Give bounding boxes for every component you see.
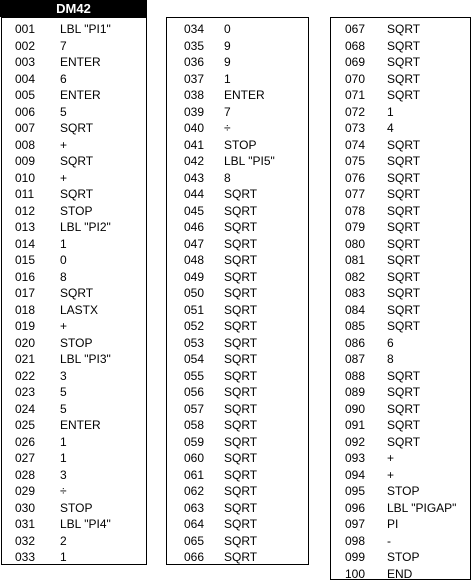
line-number: 040 (184, 120, 204, 137)
instruction: SQRT (224, 533, 257, 550)
line-number: 098 (345, 533, 365, 550)
instruction: 8 (224, 170, 231, 187)
instruction: SQRT (224, 384, 257, 401)
instruction: STOP (224, 137, 256, 154)
instruction: ÷ (60, 483, 67, 500)
line-number: 030 (15, 500, 35, 517)
line-number: 081 (345, 252, 365, 269)
instruction: SQRT (60, 120, 93, 137)
line-number: 078 (345, 203, 365, 220)
instruction: 1 (60, 450, 67, 467)
instruction: SQRT (60, 186, 93, 203)
line-number: 046 (184, 219, 204, 236)
instruction: 0 (224, 21, 231, 38)
instruction: + (387, 450, 394, 467)
line-number: 096 (345, 500, 365, 517)
instruction: 7 (60, 38, 67, 55)
instruction: SQRT (224, 483, 257, 500)
instruction: SQRT (387, 318, 420, 335)
line-number: 077 (345, 186, 365, 203)
line-number: 013 (15, 219, 35, 236)
line-number: 036 (184, 54, 204, 71)
line-number: 089 (345, 384, 365, 401)
line-number: 054 (184, 351, 204, 368)
line-number: 002 (15, 38, 35, 55)
line-number: 090 (345, 401, 365, 418)
line-number: 097 (345, 516, 365, 533)
line-number: 001 (15, 21, 35, 38)
instruction: 0 (60, 252, 67, 269)
instruction: SQRT (224, 450, 257, 467)
instruction: SQRT (224, 219, 257, 236)
line-number: 085 (345, 318, 365, 335)
instruction: SQRT (387, 38, 420, 55)
line-number: 060 (184, 450, 204, 467)
line-number: 009 (15, 153, 35, 170)
line-number: 059 (184, 434, 204, 451)
line-number: 049 (184, 269, 204, 286)
instruction: LBL "PI2" (60, 219, 111, 236)
instruction: SQRT (387, 434, 420, 451)
line-number: 045 (184, 203, 204, 220)
instruction: SQRT (224, 269, 257, 286)
instruction: SQRT (387, 302, 420, 319)
instruction: + (60, 318, 67, 335)
line-number: 063 (184, 500, 204, 517)
line-number: 042 (184, 153, 204, 170)
line-number: 043 (184, 170, 204, 187)
line-number: 099 (345, 549, 365, 566)
instruction: STOP (60, 500, 92, 517)
line-number: 072 (345, 104, 365, 121)
instruction: SQRT (387, 252, 420, 269)
instruction: 9 (224, 38, 231, 55)
instruction: 7 (224, 104, 231, 121)
instruction: SQRT (224, 417, 257, 434)
instruction: LBL "PI5" (224, 153, 275, 170)
instruction: SQRT (387, 384, 420, 401)
line-number: 067 (345, 21, 365, 38)
instruction: STOP (387, 549, 419, 566)
instruction: PI (387, 516, 398, 533)
instruction: 5 (60, 401, 67, 418)
line-number: 055 (184, 368, 204, 385)
instruction: SQRT (224, 500, 257, 517)
line-number: 019 (15, 318, 35, 335)
instruction: 5 (60, 384, 67, 401)
instruction: STOP (387, 483, 419, 500)
line-number: 080 (345, 236, 365, 253)
instruction: 6 (60, 71, 67, 88)
line-number: 004 (15, 71, 35, 88)
line-number: 041 (184, 137, 204, 154)
instruction: SQRT (224, 368, 257, 385)
line-number: 073 (345, 120, 365, 137)
instruction: + (60, 170, 67, 187)
line-number: 044 (184, 186, 204, 203)
line-number: 070 (345, 71, 365, 88)
instruction: SQRT (387, 186, 420, 203)
line-number: 032 (15, 533, 35, 550)
instruction: END (387, 566, 412, 582)
instruction: SQRT (387, 87, 420, 104)
instruction: 3 (60, 368, 67, 385)
instruction: SQRT (387, 71, 420, 88)
line-number: 022 (15, 368, 35, 385)
instruction: SQRT (224, 252, 257, 269)
instruction: SQRT (387, 137, 420, 154)
instruction: ENTER (60, 417, 101, 434)
line-number: 017 (15, 285, 35, 302)
instruction: SQRT (387, 153, 420, 170)
instruction: ENTER (60, 54, 101, 71)
line-number: 016 (15, 269, 35, 286)
line-number: 031 (15, 516, 35, 533)
line-number: 088 (345, 368, 365, 385)
instruction: SQRT (224, 351, 257, 368)
line-number: 091 (345, 417, 365, 434)
line-number: 100 (345, 566, 365, 582)
instruction: SQRT (387, 285, 420, 302)
instruction: 1 (224, 71, 231, 88)
line-number: 005 (15, 87, 35, 104)
instruction: SQRT (60, 153, 93, 170)
instruction: ENTER (60, 87, 101, 104)
line-number: 051 (184, 302, 204, 319)
line-number: 075 (345, 153, 365, 170)
instruction: ÷ (224, 120, 231, 137)
instruction: LBL "PIGAP" (387, 500, 456, 517)
line-number: 038 (184, 87, 204, 104)
instruction: SQRT (224, 549, 257, 566)
instruction: LBL "PI3" (60, 351, 111, 368)
line-number: 079 (345, 219, 365, 236)
listing-column-3 (330, 17, 471, 580)
line-number: 029 (15, 483, 35, 500)
instruction: ENTER (224, 87, 265, 104)
line-number: 092 (345, 434, 365, 451)
line-number: 028 (15, 467, 35, 484)
instruction: SQRT (224, 302, 257, 319)
line-number: 094 (345, 467, 365, 484)
instruction: + (387, 467, 394, 484)
line-number: 006 (15, 104, 35, 121)
line-number: 011 (15, 186, 34, 203)
instruction: 2 (60, 533, 67, 550)
instruction: SQRT (387, 203, 420, 220)
instruction: SQRT (387, 269, 420, 286)
instruction: SQRT (224, 285, 257, 302)
line-number: 027 (15, 450, 35, 467)
line-number: 007 (15, 120, 35, 137)
instruction: 1 (60, 434, 67, 451)
instruction: 1 (387, 104, 394, 121)
line-number: 048 (184, 252, 204, 269)
line-number: 020 (15, 335, 35, 352)
line-number: 047 (184, 236, 204, 253)
line-number: 039 (184, 104, 204, 121)
line-number: 033 (15, 549, 35, 566)
instruction: SQRT (387, 401, 420, 418)
instruction: STOP (60, 203, 92, 220)
line-number: 086 (345, 335, 365, 352)
instruction: STOP (60, 335, 92, 352)
line-number: 035 (184, 38, 204, 55)
line-number: 069 (345, 54, 365, 71)
line-number: 071 (345, 87, 365, 104)
line-number: 061 (184, 467, 204, 484)
line-number: 074 (345, 137, 365, 154)
line-number: 023 (15, 384, 35, 401)
line-number: 053 (184, 335, 204, 352)
line-number: 037 (184, 71, 204, 88)
line-number: 003 (15, 54, 35, 71)
program-title: DM42 (0, 0, 147, 17)
line-number: 021 (15, 351, 35, 368)
line-number: 084 (345, 302, 365, 319)
instruction: 4 (387, 120, 394, 137)
line-number: 058 (184, 417, 204, 434)
instruction: LBL "PI1" (60, 21, 111, 38)
line-number: 025 (15, 417, 35, 434)
instruction: SQRT (224, 186, 257, 203)
line-number: 076 (345, 170, 365, 187)
line-number: 065 (184, 533, 204, 550)
instruction: SQRT (224, 335, 257, 352)
instruction: SQRT (224, 318, 257, 335)
instruction: SQRT (224, 236, 257, 253)
line-number: 057 (184, 401, 204, 418)
instruction: 9 (224, 54, 231, 71)
line-number: 056 (184, 384, 204, 401)
instruction: SQRT (387, 236, 420, 253)
line-number: 012 (15, 203, 35, 220)
line-number: 024 (15, 401, 35, 418)
instruction: LBL "PI4" (60, 516, 111, 533)
line-number: 014 (15, 236, 35, 253)
instruction: SQRT (60, 285, 93, 302)
line-number: 050 (184, 285, 204, 302)
instruction: SQRT (387, 368, 420, 385)
listing-column-2 (166, 17, 309, 565)
instruction: SQRT (224, 203, 257, 220)
instruction: - (387, 533, 391, 550)
line-number: 066 (184, 549, 204, 566)
line-number: 082 (345, 269, 365, 286)
instruction: + (60, 137, 67, 154)
line-number: 064 (184, 516, 204, 533)
instruction: 8 (60, 269, 67, 286)
listing-column-1 (1, 17, 147, 565)
line-number: 068 (345, 38, 365, 55)
instruction: SQRT (387, 170, 420, 187)
instruction: SQRT (224, 401, 257, 418)
line-number: 062 (184, 483, 204, 500)
instruction: SQRT (224, 467, 257, 484)
line-number: 034 (184, 21, 204, 38)
instruction: 3 (60, 467, 67, 484)
instruction: SQRT (224, 516, 257, 533)
line-number: 093 (345, 450, 365, 467)
line-number: 015 (15, 252, 35, 269)
instruction: LASTX (60, 302, 98, 319)
line-number: 052 (184, 318, 204, 335)
line-number: 083 (345, 285, 365, 302)
instruction: SQRT (387, 417, 420, 434)
line-number: 026 (15, 434, 35, 451)
instruction: SQRT (387, 219, 420, 236)
instruction: 8 (387, 351, 394, 368)
line-number: 087 (345, 351, 365, 368)
instruction: 6 (387, 335, 394, 352)
instruction: 1 (60, 236, 67, 253)
line-number: 008 (15, 137, 35, 154)
line-number: 095 (345, 483, 365, 500)
instruction: SQRT (224, 434, 257, 451)
instruction: 5 (60, 104, 67, 121)
instruction: SQRT (387, 54, 420, 71)
instruction: SQRT (387, 21, 420, 38)
line-number: 018 (15, 302, 35, 319)
instruction: 1 (60, 549, 67, 566)
line-number: 010 (15, 170, 35, 187)
